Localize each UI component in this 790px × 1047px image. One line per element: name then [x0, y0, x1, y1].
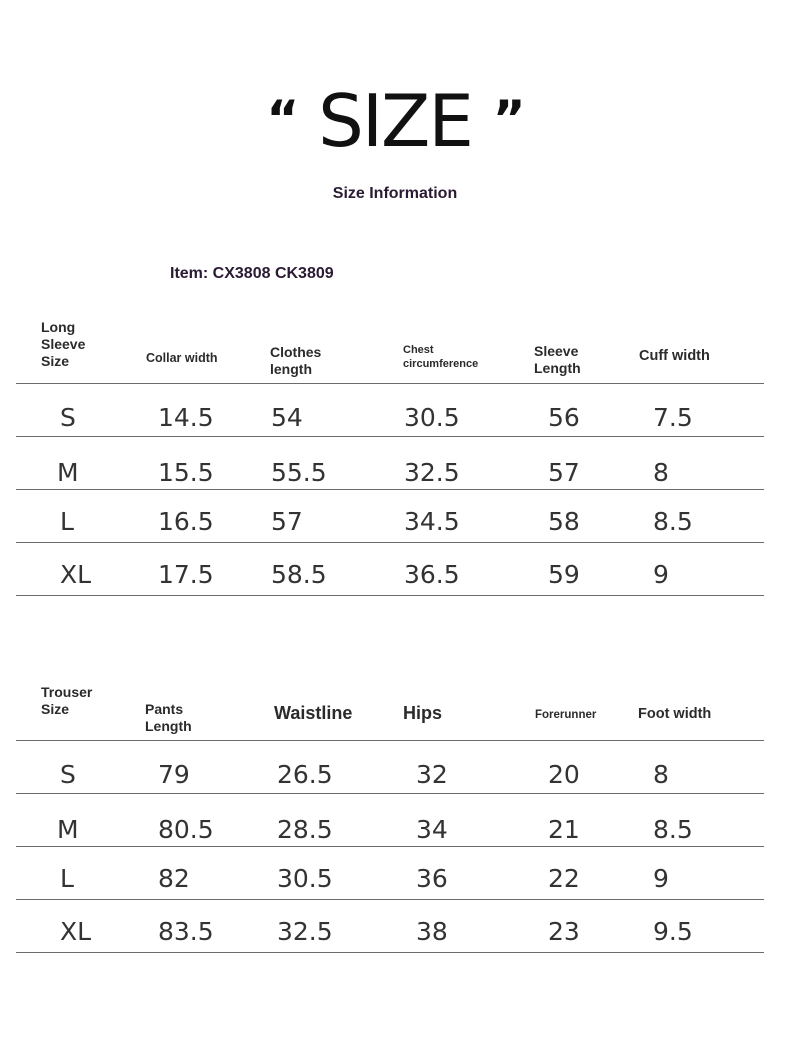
cell-waist: 28.5 — [277, 815, 333, 844]
close-quote: ” — [492, 90, 524, 148]
cell-hips: 38 — [416, 917, 448, 946]
top-header-sleeve: Sleeve Length — [534, 343, 581, 376]
cell-size: M — [57, 815, 79, 844]
cell-chest: 34.5 — [404, 507, 460, 536]
cell-pants: 79 — [158, 760, 190, 789]
cell-foot: 9.5 — [653, 917, 693, 946]
top-rule-0 — [16, 383, 764, 384]
bottom-rule-2 — [16, 846, 764, 847]
cell-forerunner: 21 — [548, 815, 580, 844]
cell-size: S — [60, 403, 76, 432]
cell-sleeve: 56 — [548, 403, 580, 432]
cell-clothes: 55.5 — [271, 458, 327, 487]
cell-size: L — [60, 864, 74, 893]
item-label: Item: CX3808 CK3809 — [170, 265, 334, 282]
cell-sleeve: 57 — [548, 458, 580, 487]
bottom-rule-3 — [16, 899, 764, 900]
cell-foot: 9 — [653, 864, 669, 893]
cell-waist: 26.5 — [277, 760, 333, 789]
cell-cuff: 8 — [653, 458, 669, 487]
cell-cuff: 7.5 — [653, 403, 693, 432]
cell-hips: 32 — [416, 760, 448, 789]
cell-pants: 83.5 — [158, 917, 214, 946]
cell-size: S — [60, 760, 76, 789]
page-title — [0, 76, 790, 164]
cell-hips: 34 — [416, 815, 448, 844]
cell-size: XL — [60, 917, 92, 946]
cell-waist: 30.5 — [277, 864, 333, 893]
top-header-cuff: Cuff width — [639, 348, 710, 364]
top-header-clothes: Clothes length — [270, 344, 322, 377]
subtitle: Size Information — [332, 185, 458, 202]
open-quote: “ — [266, 90, 298, 148]
bottom-rule-1 — [16, 793, 764, 794]
bottom-header-foot: Foot width — [638, 706, 712, 722]
cell-foot: 8 — [653, 760, 669, 789]
cell-chest: 36.5 — [404, 560, 460, 589]
top-rule-2 — [16, 489, 764, 490]
cell-collar: 14.5 — [158, 403, 214, 432]
bottom-header-size: Trouser Size — [41, 684, 93, 717]
cell-size: XL — [60, 560, 92, 589]
cell-hips: 36 — [416, 864, 448, 893]
top-rule-1 — [16, 436, 764, 437]
cell-forerunner: 23 — [548, 917, 580, 946]
top-header-size: Long Sleeve Size — [41, 319, 86, 369]
top-header-chest: Chest circumference — [403, 344, 479, 370]
cell-clothes: 54 — [271, 403, 303, 432]
bottom-header-forerunner: Forerunner — [535, 709, 597, 721]
bottom-rule-0 — [16, 740, 764, 741]
cell-clothes: 58.5 — [271, 560, 327, 589]
bottom-header-hips: Hips — [403, 703, 443, 723]
cell-forerunner: 20 — [548, 760, 580, 789]
bottom-header-waist: Waistline — [274, 703, 353, 723]
cell-collar: 16.5 — [158, 507, 214, 536]
cell-size: M — [57, 458, 79, 487]
cell-cuff: 9 — [653, 560, 669, 589]
title-text: SIZE — [318, 79, 472, 163]
cell-sleeve: 58 — [548, 507, 580, 536]
cell-chest: 32.5 — [404, 458, 460, 487]
cell-pants: 80.5 — [158, 815, 214, 844]
bottom-header-pants: Pants Length — [145, 701, 192, 734]
bottom-rule-4 — [16, 952, 764, 953]
cell-chest: 30.5 — [404, 403, 460, 432]
top-header-collar: Collar width — [146, 351, 218, 365]
cell-foot: 8.5 — [653, 815, 693, 844]
cell-collar: 17.5 — [158, 560, 214, 589]
cell-pants: 82 — [158, 864, 190, 893]
cell-waist: 32.5 — [277, 917, 333, 946]
cell-size: L — [60, 507, 74, 536]
top-rule-4 — [16, 595, 764, 596]
cell-collar: 15.5 — [158, 458, 214, 487]
cell-cuff: 8.5 — [653, 507, 693, 536]
cell-forerunner: 22 — [548, 864, 580, 893]
cell-sleeve: 59 — [548, 560, 580, 589]
top-rule-3 — [16, 542, 764, 543]
cell-clothes: 57 — [271, 507, 303, 536]
